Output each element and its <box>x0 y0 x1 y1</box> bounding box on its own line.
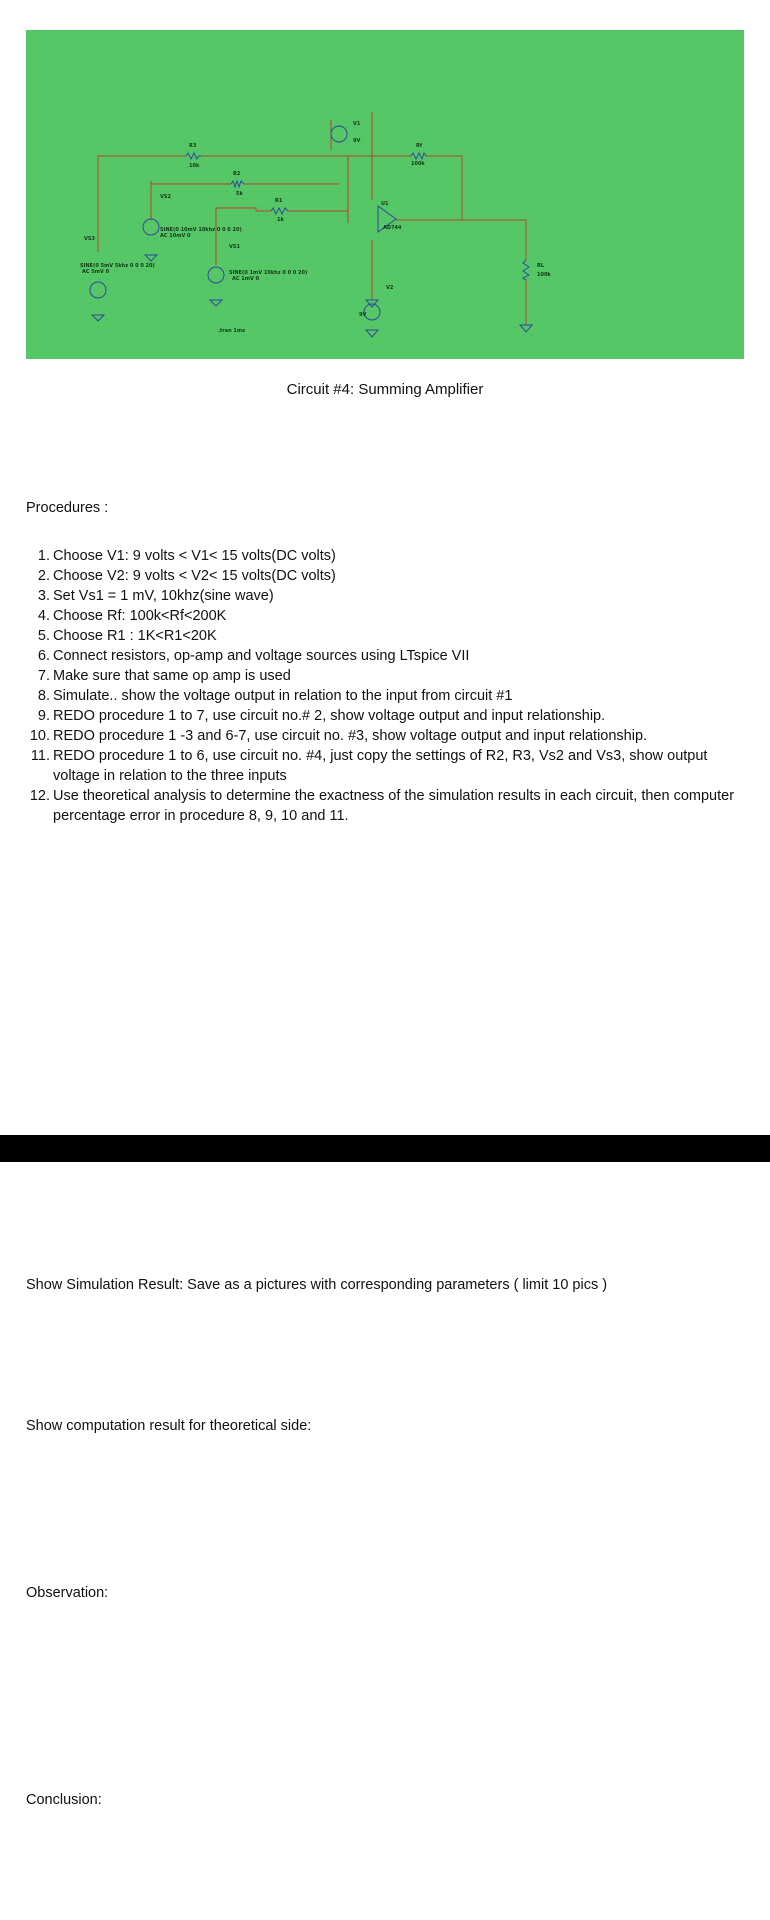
procedure-number: 9. <box>37 708 50 724</box>
label-rf-value: 100k <box>411 161 425 167</box>
label-vs3-ac: AC 5mV 0 <box>82 269 110 275</box>
procedure-number: 4. <box>37 608 50 624</box>
circuit-schematic <box>26 30 744 359</box>
procedure-item <box>26 626 756 646</box>
procedure-number: 10. <box>29 728 50 744</box>
figure-caption: Circuit #4: Summing Amplifier <box>286 381 484 398</box>
procedure-number: 3. <box>37 588 50 604</box>
procedure-text: Simulate.. show the voltage output in relation to the input from circuit #1 <box>53 688 513 704</box>
procedure-item <box>26 606 756 626</box>
procedure-item <box>26 686 756 706</box>
label-vs3: VS3 <box>84 236 95 242</box>
procedure-item <box>26 566 756 586</box>
conclusion-heading: Conclusion: <box>26 1792 102 1808</box>
procedure-text: Choose R1 : 1K<R1<20K <box>53 628 217 644</box>
label-tran: .tran 1ms <box>218 328 246 334</box>
label-u1-model: AD744 <box>383 225 402 231</box>
procedure-item <box>26 706 756 726</box>
procedure-number: 8. <box>37 688 50 704</box>
label-v1-value: 9V <box>353 138 361 144</box>
procedure-text: Use theoretical analysis to determine the exactness of the simulation results in each circuit, then computer percentage error in procedure 8, 9, 10 and 11. <box>53 788 735 824</box>
observation-heading: Observation: <box>26 1585 109 1601</box>
label-r1: R1 <box>275 198 283 204</box>
procedure-text: REDO procedure 1 to 6, use circuit no. #4, just copy the settings of R2, R3, Vs2 and Vs3, show output voltage in relation to the three inputs <box>53 748 708 784</box>
label-v2: V2 <box>386 285 394 291</box>
schematic-drawing <box>26 30 744 359</box>
label-vs2-ac: AC 10mV 0 <box>160 233 191 239</box>
label-vs3-sine: SINE(0 5mV 5khz 0 0 0 20) <box>80 263 155 269</box>
procedure-number: 12. <box>29 788 50 804</box>
procedure-item <box>26 646 756 666</box>
procedure-item <box>26 786 756 826</box>
label-rl-value: 100k <box>537 272 551 278</box>
label-v2-value: 9V <box>359 312 367 318</box>
label-rf: Rf <box>416 143 423 149</box>
procedure-item <box>26 546 756 566</box>
procedure-number: 11. <box>30 748 50 764</box>
procedure-item <box>26 666 756 686</box>
procedure-text: Choose V1: 9 volts < V1< 15 volts(DC volts) <box>53 548 336 564</box>
label-u1: U1 <box>381 201 389 207</box>
procedure-item <box>26 726 756 746</box>
procedures-heading: Procedures : <box>26 500 109 516</box>
procedure-number: 5. <box>37 628 50 644</box>
procedure-text: Choose V2: 9 volts < V2< 15 volts(DC volts) <box>53 568 336 584</box>
label-vs2: VS2 <box>160 194 171 200</box>
procedure-item <box>26 586 756 606</box>
procedure-number: 2. <box>37 568 50 584</box>
procedure-item <box>26 746 756 786</box>
label-rl: RL <box>537 263 545 269</box>
procedure-number: 1. <box>37 548 50 564</box>
procedure-number: 6. <box>37 648 50 664</box>
label-r2-value: 5k <box>236 191 243 197</box>
label-vs1-ac: AC 1mV 0 <box>232 276 260 282</box>
label-vs2-sine: SINE(0 10mV 10khz 0 0 0 20) <box>160 227 242 233</box>
procedure-text: Choose Rf: 100k<Rf<200K <box>53 608 227 624</box>
label-vs1-sine: SINE(0 1mV 10khz 0 0 0 20) <box>229 270 308 276</box>
procedure-text: Connect resistors, op-amp and voltage sources using LTspice VII <box>53 648 470 664</box>
procedure-text: Make sure that same op amp is used <box>53 668 291 684</box>
procedure-number: 7. <box>37 668 50 684</box>
procedure-text: REDO procedure 1 to 7, use circuit no.# 2, show voltage output and input relationship. <box>53 708 606 724</box>
label-r2: R2 <box>233 171 241 177</box>
page-divider-bar <box>0 1135 770 1162</box>
procedure-text: REDO procedure 1 -3 and 6-7, use circuit no. #3, show voltage output and input relationship. <box>53 728 648 744</box>
simulation-result-heading: Show Simulation Result: Save as a pictures with corresponding parameters ( limit 10 pics ) <box>26 1277 608 1293</box>
label-r1-value: 1k <box>277 217 284 223</box>
label-v1: V1 <box>353 121 361 127</box>
computation-result-heading: Show computation result for theoretical side: <box>26 1418 312 1434</box>
procedures-list <box>26 546 756 826</box>
label-vs1: VS1 <box>229 244 240 250</box>
label-r3: R3 <box>189 143 197 149</box>
label-r3-value: 10k <box>189 163 200 169</box>
procedure-text: Set Vs1 = 1 mV, 10khz(sine wave) <box>53 588 274 604</box>
